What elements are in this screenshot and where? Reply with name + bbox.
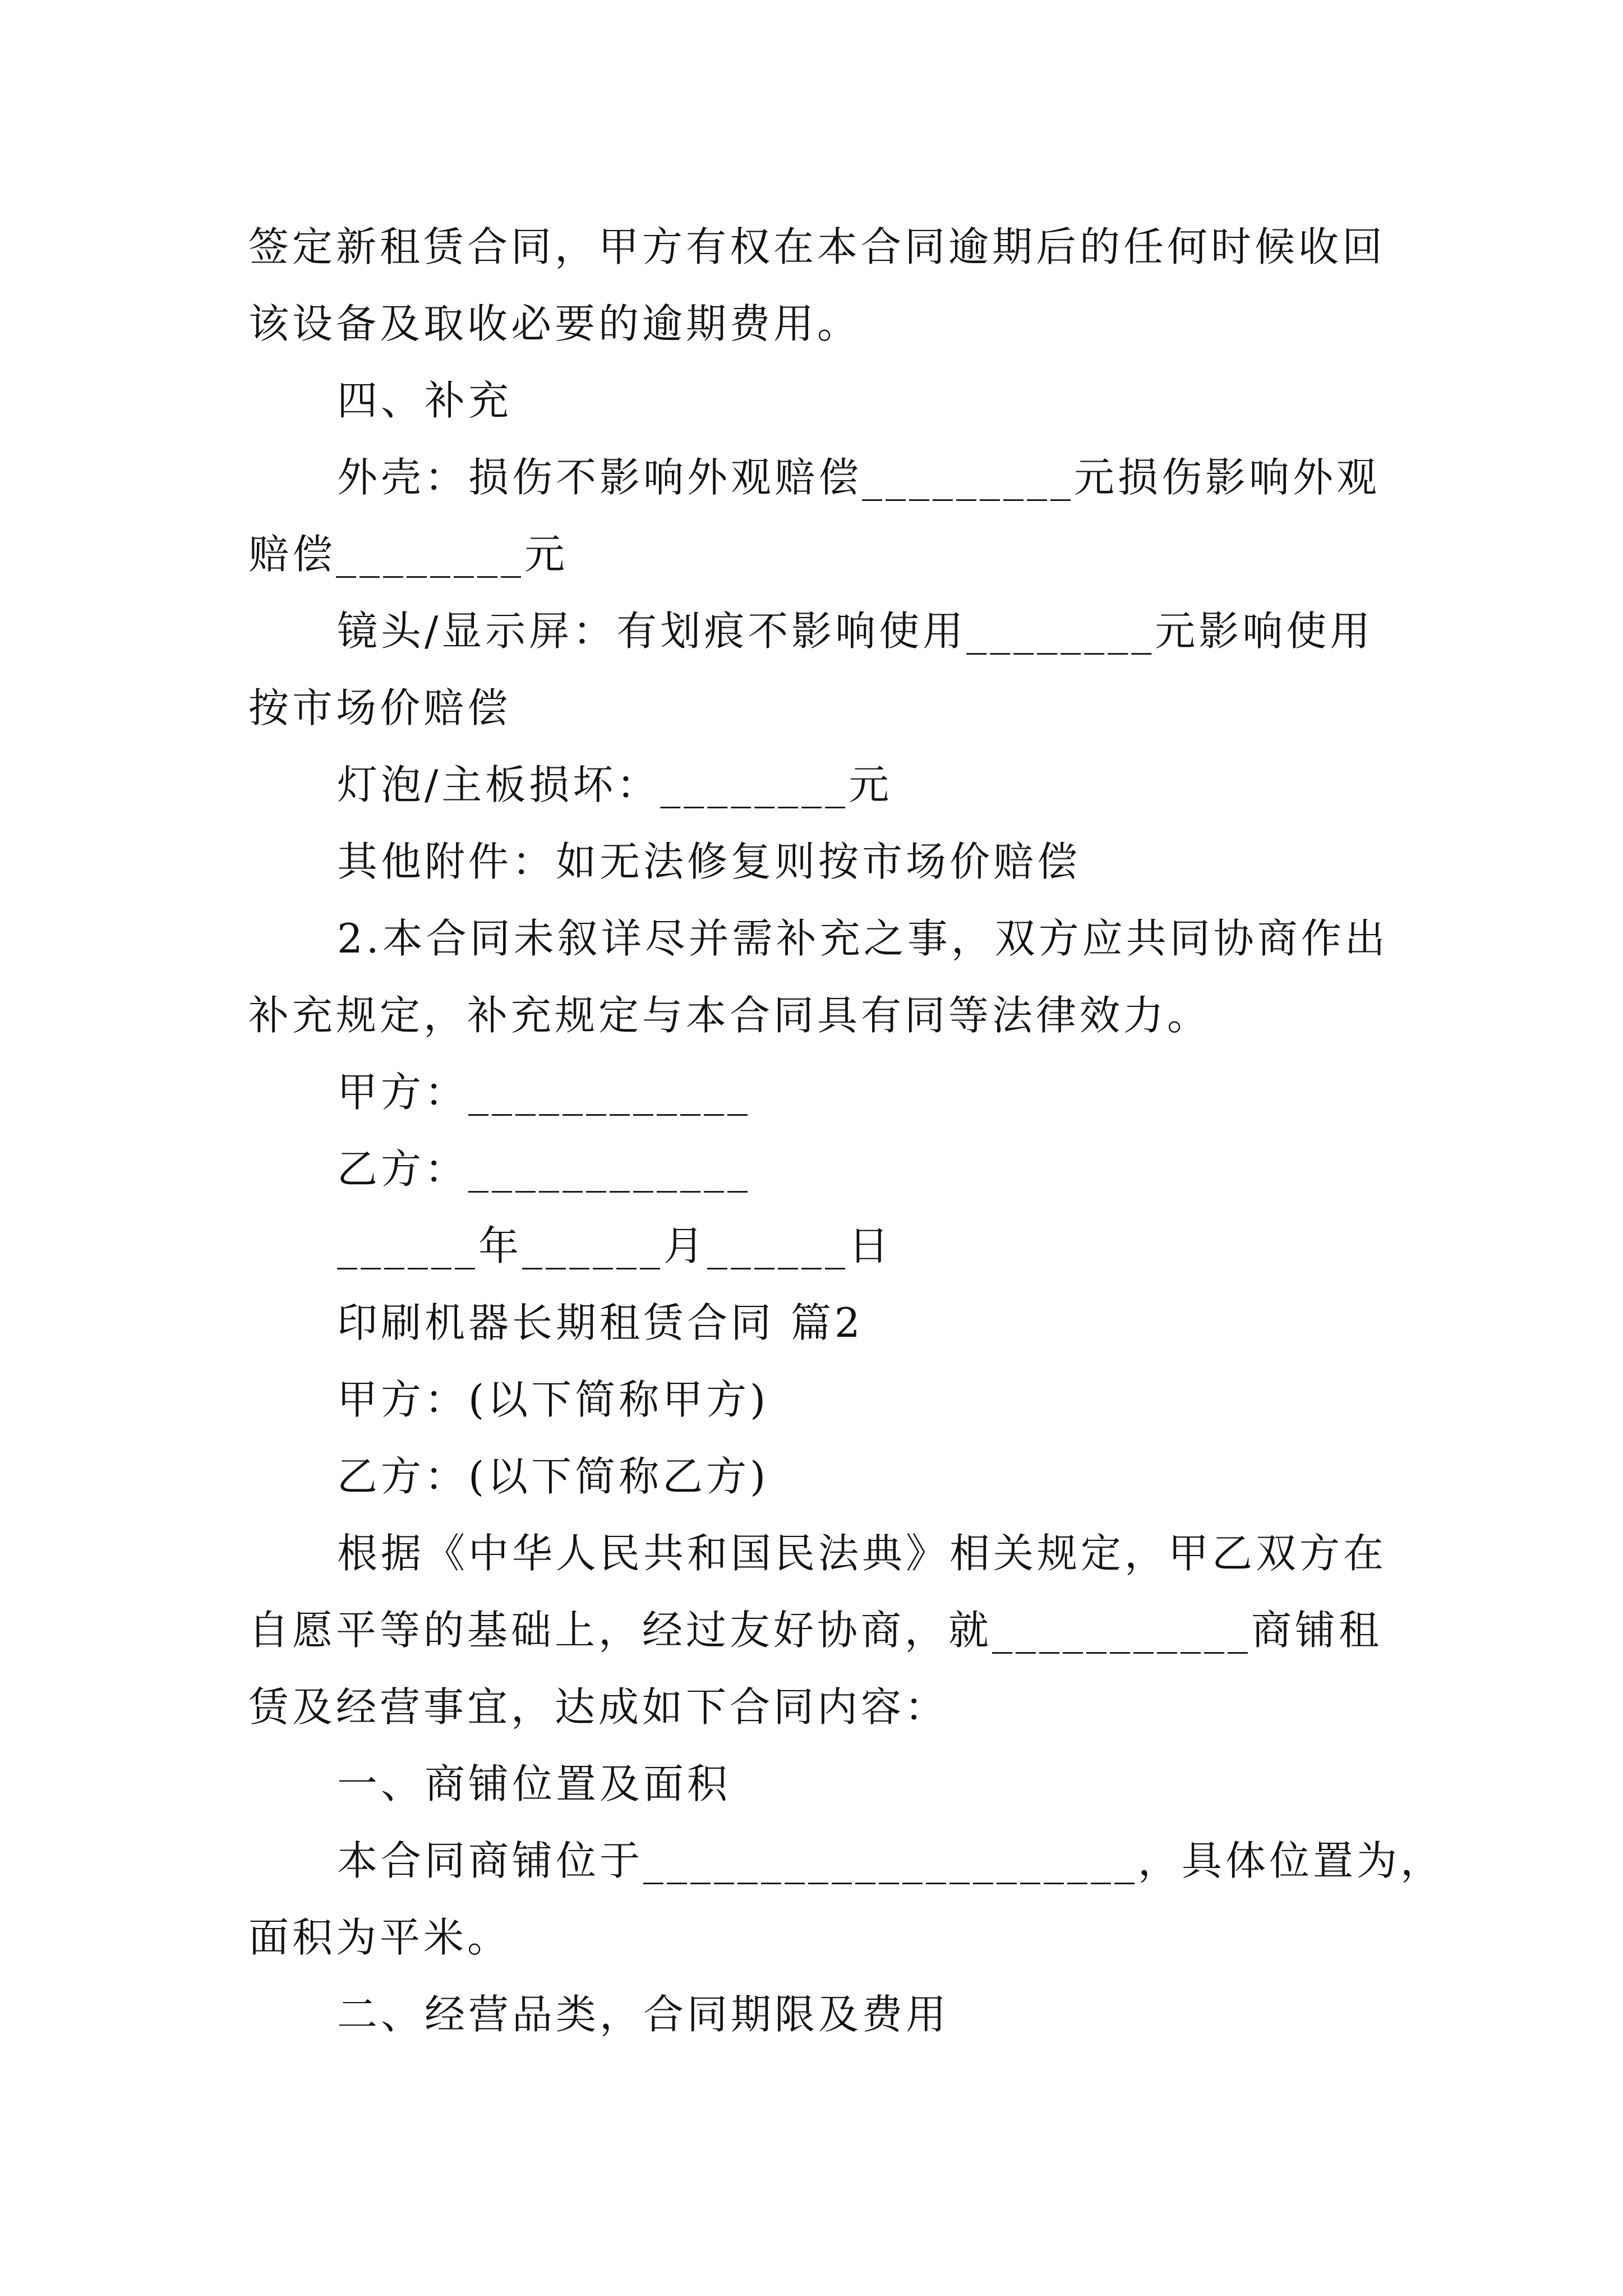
body-text-line: 2.本合同未叙详尽并需补充之事，双方应共同协商作出 [337,915,1389,962]
body-text-line: 根据《中华人民共和国民法典》相关规定，甲乙双方在 [337,1530,1387,1577]
body-text-line: 外壳：损伤不影响外观赔偿_________元损伤影响外观 [337,454,1381,501]
body-text-line: 本合同商铺位于_____________________，具体位置为， [337,1837,1445,1884]
article-title: 印刷机器长期租赁合同 篇2 [337,1299,864,1346]
date-line: ______年______月______日 [337,1222,892,1269]
body-text-line: 该设备及取收必要的逾期费用。 [248,300,861,347]
section-heading: 二、经营品类，合同期限及费用 [337,1991,950,2038]
body-text-line: 赁及经营事宜，达成如下合同内容： [248,1683,949,1731]
party-a-line: 甲方：(以下简称甲方) [337,1376,769,1423]
body-text-line: 赔偿________元 [248,531,569,578]
body-text-line: 镜头/显示屏：有划痕不影响使用________元影响使用 [337,608,1374,655]
body-text-line: 面积为平米。 [248,1914,511,1961]
body-text-line: 自愿平等的基础上，经过友好协商，就___________商铺租 [248,1607,1383,1654]
section-heading: 一、商铺位置及面积 [337,1760,731,1807]
body-text-line: 其他附件：如无法修复则按市场价赔偿 [337,838,1081,885]
body-text-line: 按市场价赔偿 [248,684,511,731]
body-text-line: 签定新租赁合同，甲方有权在本合同逾期后的任何时候收回 [248,223,1386,270]
party-b-line: 乙方：(以下简称乙方) [337,1453,769,1500]
section-heading: 四、补充 [337,377,513,424]
party-b-signature: 乙方：____________ [337,1145,751,1193]
body-text-line: 补充规定，补充规定与本合同具有同等法律效力。 [248,992,1211,1039]
party-a-signature: 甲方：____________ [337,1069,751,1116]
body-text-line: 灯泡/主板损坏：________元 [337,761,893,808]
